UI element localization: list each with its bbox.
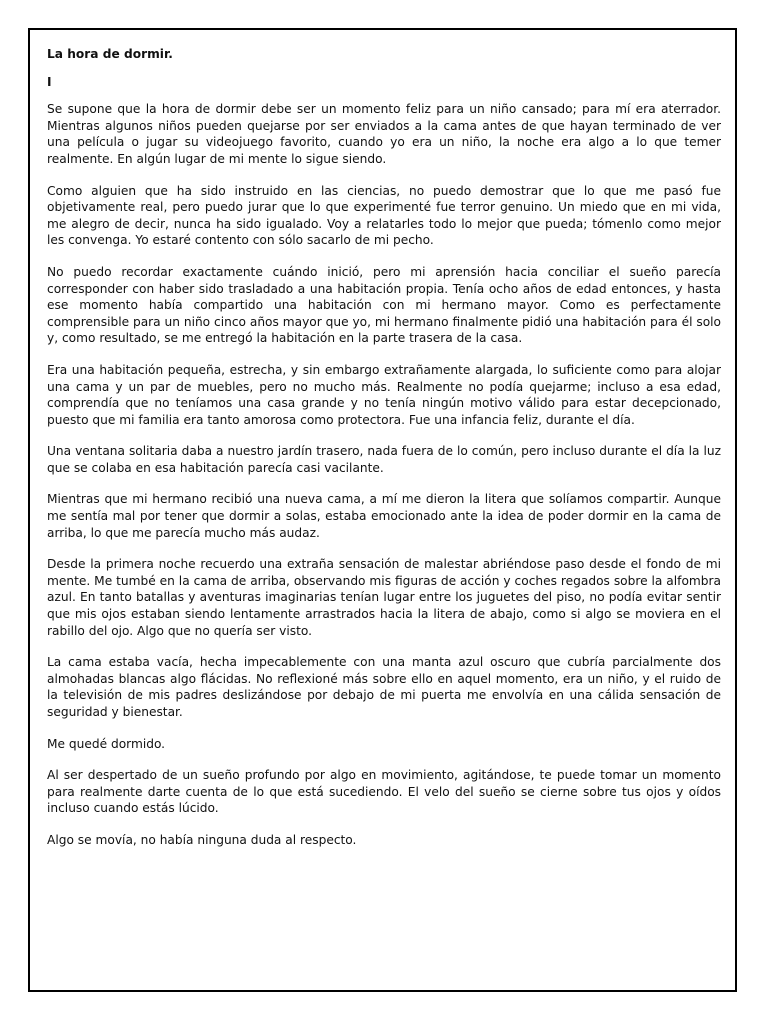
paragraph: Se supone que la hora de dormir debe ser un momento feliz para un niño cansado; para mí era aterrador. Mientras algunos niños pueden quejarse por ser enviados a la cama antes de que hayan terminado de ver una película o jugar su videojuego favorito, cuando yo era un niño, la noche era algo a lo que temer realmente. En algún lugar de mi mente lo sigue siendo. [47,102,721,166]
paragraph: Era una habitación pequeña, estrecha, y sin embargo extrañamente alargada, lo suficiente como para alojar una cama y un par de muebles, pero no mucho más. Realmente no podía quejarme; incluso a esa edad, comprendía que no teníamos una casa grande y no tenía ningún motivo válido para estar decepcionado, puesto que mi familia era tanto amorosa como protectora. Fue una infancia feliz, durante el día. [47,362,721,427]
chapter-heading: I [47,74,52,89]
paragraph: Mientras que mi hermano recibió una nueva cama, a mí me dieron la litera que solíamos compartir. Aunque me sentía mal por tener que dormir a solas, estaba emocionado ante la idea de poder dormir en la cama de arriba, lo que me parecía mucho más audaz. [47,492,721,540]
paragraph: La cama estaba vacía, hecha impecablemente con una manta azul oscuro que cubría parcialmente dos almohadas blancas algo flácidas. No reflexioné más sobre ello en aquel momento, era un niño, y el ruido de la televisión de mis padres deslizándose por debajo de mi puerta me envolvía en una cálida sensación de seguridad y bienestar. [47,655,721,719]
document-page [28,28,737,992]
paragraph: Una ventana solitaria daba a nuestro jardín trasero, nada fuera de lo común, pero incluso durante el día la luz que se colaba en esa habitación parecía casi vacilante. [47,444,721,475]
document-body [47,46,721,864]
paragraph: Algo se movía, no había ninguna duda al respecto. [47,832,357,847]
paragraph: Me quedé dormido. [47,736,166,751]
paragraph: Al ser despertado de un sueño profundo por algo en movimiento, agitándose, te puede tomar un momento para realmente darte cuenta de lo que está sucediendo. El velo del sueño se cierne sobre tus ojos y oídos incluso cuando estás lúcido. [47,768,721,816]
paragraph: Como alguien que ha sido instruido en las ciencias, no puedo demostrar que lo que me pasó fue objetivamente real, pero puedo jurar que lo que experimenté fue terror genuino. Un miedo que en mi vida, me alegro de decir, nunca ha sido igualado. Voy a relatarles todo lo mejor que pueda; tómenlo como mejor les convenga. Yo estaré contento con sólo sacarlo de mi pecho. [47,183,721,248]
document-title: La hora de dormir. [47,47,173,61]
paragraph: Desde la primera noche recuerdo una extraña sensación de malestar abriéndose paso desde el fondo de mi mente. Me tumbé en la cama de arriba, observando mis figuras de acción y coches regados sobre la alfombra azul. En tanto batallas y aventuras imaginarias tenían lugar entre los juguetes del piso, no podía evitar sentir que mis ojos estaban siendo lentamente arrastrados hacia la litera de abajo, como si algo se moviera en el rabillo del ojo. Algo que no quería ser visto. [47,557,721,638]
paragraph: No puedo recordar exactamente cuándo inició, pero mi aprensión hacia conciliar el sueño parecía corresponder con haber sido trasladado a una habitación propia. Tenía ocho años de edad entonces, y hasta ese momento había compartido una habitación con mi hermano mayor. Como es perfectamente comprensible para un niño cinco años mayor que yo, mi hermano finalmente pidió una habitación para él solo y, como resultado, se me entregó la habitación en la parte trasera de la casa. [47,264,721,346]
